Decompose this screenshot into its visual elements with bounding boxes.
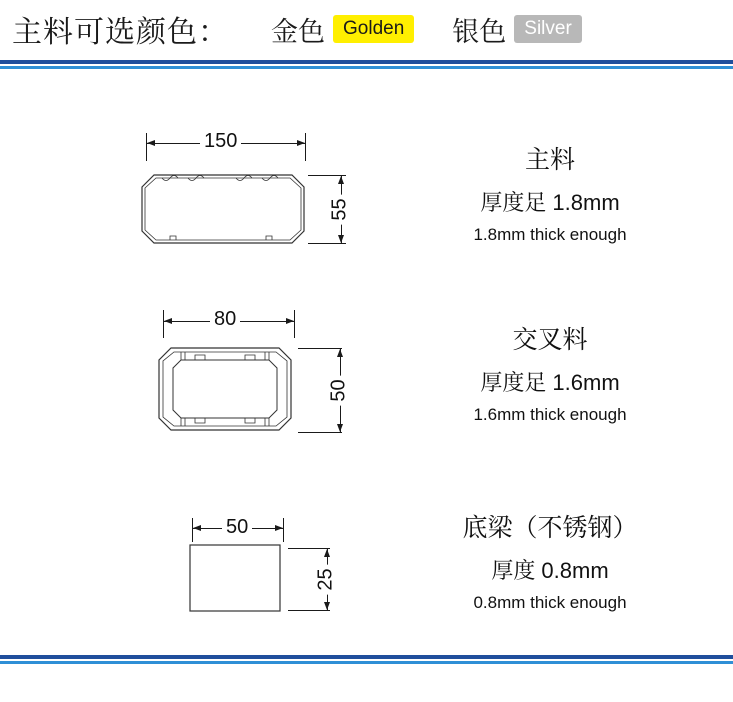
- page-title: 主料可选颜色：: [12, 16, 229, 49]
- color-option-silver: [452, 10, 582, 49]
- dim-arrow-right-80: [286, 318, 294, 324]
- header: [0, 0, 733, 58]
- divider-bottom: [0, 655, 733, 664]
- ext-line-bottom-50: [298, 432, 342, 433]
- caption-title-beam: 底梁（不锈钢）: [462, 514, 638, 542]
- ext-line-right-80: [294, 310, 295, 338]
- caption-sub-main: 厚度足 1.8mm: [480, 190, 620, 215]
- dim-arrow-down-50: [337, 424, 343, 432]
- ext-line-left-80: [163, 310, 164, 338]
- ext-line-right-150: [305, 133, 306, 161]
- ext-line-top-50: [298, 348, 342, 349]
- dim-value-height-main: 55: [329, 194, 352, 224]
- dim-arrow-up-25: [324, 549, 330, 557]
- caption-title-main: 主料: [524, 146, 575, 174]
- dim-arrow-down-55: [338, 235, 344, 243]
- dim-value-height-cross: 50: [328, 375, 351, 405]
- color-chip-silver: Silver: [514, 15, 582, 44]
- caption-bottom-beam: [400, 508, 700, 613]
- caption-eng-cross: 1.6mm thick enough: [473, 405, 627, 424]
- color-chip-golden: Golden: [333, 15, 414, 44]
- caption-cross-profile: [400, 320, 700, 425]
- divider-top-light: [0, 66, 733, 69]
- dim-arrow-up-50: [337, 349, 343, 357]
- divider-bottom-light: [0, 661, 733, 664]
- color-label-golden: 金色: [271, 16, 325, 47]
- caption-eng-main: 1.8mm thick enough: [473, 225, 627, 244]
- ext-line-left-150: [146, 133, 147, 161]
- caption-sub-cross: 厚度足 1.6mm: [480, 370, 620, 395]
- dim-value-width-main: 150: [200, 130, 241, 153]
- main-profile-drawing: [140, 165, 320, 255]
- dim-arrow-left-80: [164, 318, 172, 324]
- dim-value-width-cross: 80: [210, 308, 240, 331]
- color-label-silver: 银色: [452, 16, 507, 47]
- dim-arrow-left-50b: [193, 525, 201, 531]
- dim-arrow-left-150: [147, 140, 155, 146]
- caption-main-profile: [400, 140, 700, 245]
- bottom-beam-drawing: [185, 540, 295, 620]
- ext-line-right-50b: [283, 518, 284, 542]
- dim-arrow-up-55: [338, 176, 344, 184]
- dim-value-width-beam: 50: [222, 516, 252, 539]
- caption-title-cross: 交叉料: [512, 326, 588, 354]
- divider-top: [0, 60, 733, 69]
- dim-arrow-down-25: [324, 602, 330, 610]
- dim-arrow-right-50b: [275, 525, 283, 531]
- ext-line-bottom-55: [308, 243, 346, 244]
- ext-line-bottom-25: [288, 610, 330, 611]
- dim-arrow-right-150: [297, 140, 305, 146]
- caption-eng-beam: 0.8mm thick enough: [473, 593, 627, 612]
- dim-value-height-beam: 25: [315, 564, 338, 594]
- caption-sub-beam: 厚度 0.8mm: [491, 558, 609, 583]
- color-option-golden: [271, 10, 414, 49]
- cross-profile-drawing: [155, 340, 310, 440]
